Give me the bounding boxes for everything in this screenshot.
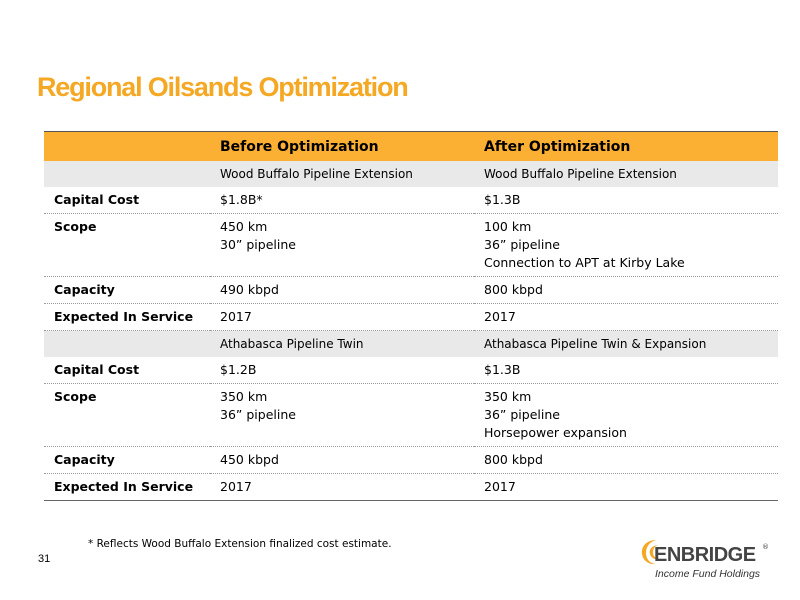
enbridge-logo (638, 537, 778, 587)
cell-line: $1.3B (484, 362, 521, 377)
table-row (44, 214, 778, 277)
cell-line: 2017 (484, 309, 516, 324)
before-cell (210, 357, 474, 384)
after-cell (474, 357, 778, 384)
cell-line: 2017 (484, 479, 516, 494)
table-row (44, 357, 778, 384)
row-label: Expected In Service (44, 304, 210, 331)
cell-line: $1.3B (484, 192, 521, 207)
cell-line: Horsepower expansion (484, 425, 627, 440)
cell-line: $1.2B (220, 362, 257, 377)
before-cell (210, 304, 474, 331)
before-cell (210, 277, 474, 304)
before-cell (210, 214, 474, 277)
table-header-row (44, 132, 778, 162)
section-header-row (44, 161, 778, 187)
header-after: After Optimization (474, 132, 778, 162)
cell-line: 36” pipeline (220, 407, 296, 422)
cell-line: 100 km (484, 219, 532, 234)
section-after-name: Athabasca Pipeline Twin & Expansion (474, 331, 778, 358)
before-cell (210, 447, 474, 474)
cell-line: 2017 (220, 309, 252, 324)
after-cell (474, 304, 778, 331)
table-row (44, 474, 778, 501)
section-header-blank (44, 331, 210, 358)
logo-brand: ENBRIDGE (654, 544, 756, 566)
section-before-name: Wood Buffalo Pipeline Extension (210, 161, 474, 187)
section-header-row (44, 331, 778, 358)
optimization-table (44, 131, 778, 501)
row-label: Capacity (44, 447, 210, 474)
after-cell (474, 384, 778, 447)
header-before: Before Optimization (210, 132, 474, 162)
footnote: * Reflects Wood Buffalo Extension finalized cost estimate. (88, 538, 392, 550)
row-label: Capital Cost (44, 357, 210, 384)
row-label: Expected In Service (44, 474, 210, 501)
row-label: Capital Cost (44, 187, 210, 214)
cell-line: $1.8B* (220, 192, 263, 207)
cell-line: 450 km (220, 219, 268, 234)
after-cell (474, 447, 778, 474)
cell-line: 36” pipeline (484, 237, 560, 252)
logo-registered-mark: ® (762, 543, 769, 551)
header-label-col (44, 132, 210, 162)
table-row (44, 447, 778, 474)
cell-line: 36” pipeline (484, 407, 560, 422)
row-label: Scope (44, 214, 210, 277)
logo-subtitle: Income Fund Holdings (655, 568, 761, 580)
cell-line: 490 kbpd (220, 282, 279, 297)
table-row (44, 187, 778, 214)
table-row (44, 304, 778, 331)
after-cell (474, 214, 778, 277)
cell-line: Connection to APT at Kirby Lake (484, 255, 685, 270)
cell-line: 30” pipeline (220, 237, 296, 252)
after-cell (474, 277, 778, 304)
before-cell (210, 384, 474, 447)
section-before-name: Athabasca Pipeline Twin (210, 331, 474, 358)
cell-line: 2017 (220, 479, 252, 494)
before-cell (210, 474, 474, 501)
after-cell (474, 474, 778, 501)
cell-line: 350 km (484, 389, 532, 404)
table-row (44, 384, 778, 447)
page-title: Regional Oilsands Optimization (37, 72, 408, 102)
section-after-name: Wood Buffalo Pipeline Extension (474, 161, 778, 187)
cell-line: 800 kbpd (484, 282, 543, 297)
cell-line: 800 kbpd (484, 452, 543, 467)
row-label: Capacity (44, 277, 210, 304)
before-cell (210, 187, 474, 214)
page-number: 31 (38, 553, 51, 565)
table-row (44, 277, 778, 304)
row-label: Scope (44, 384, 210, 447)
cell-line: 350 km (220, 389, 268, 404)
cell-line: 450 kbpd (220, 452, 279, 467)
after-cell (474, 187, 778, 214)
section-header-blank (44, 161, 210, 187)
